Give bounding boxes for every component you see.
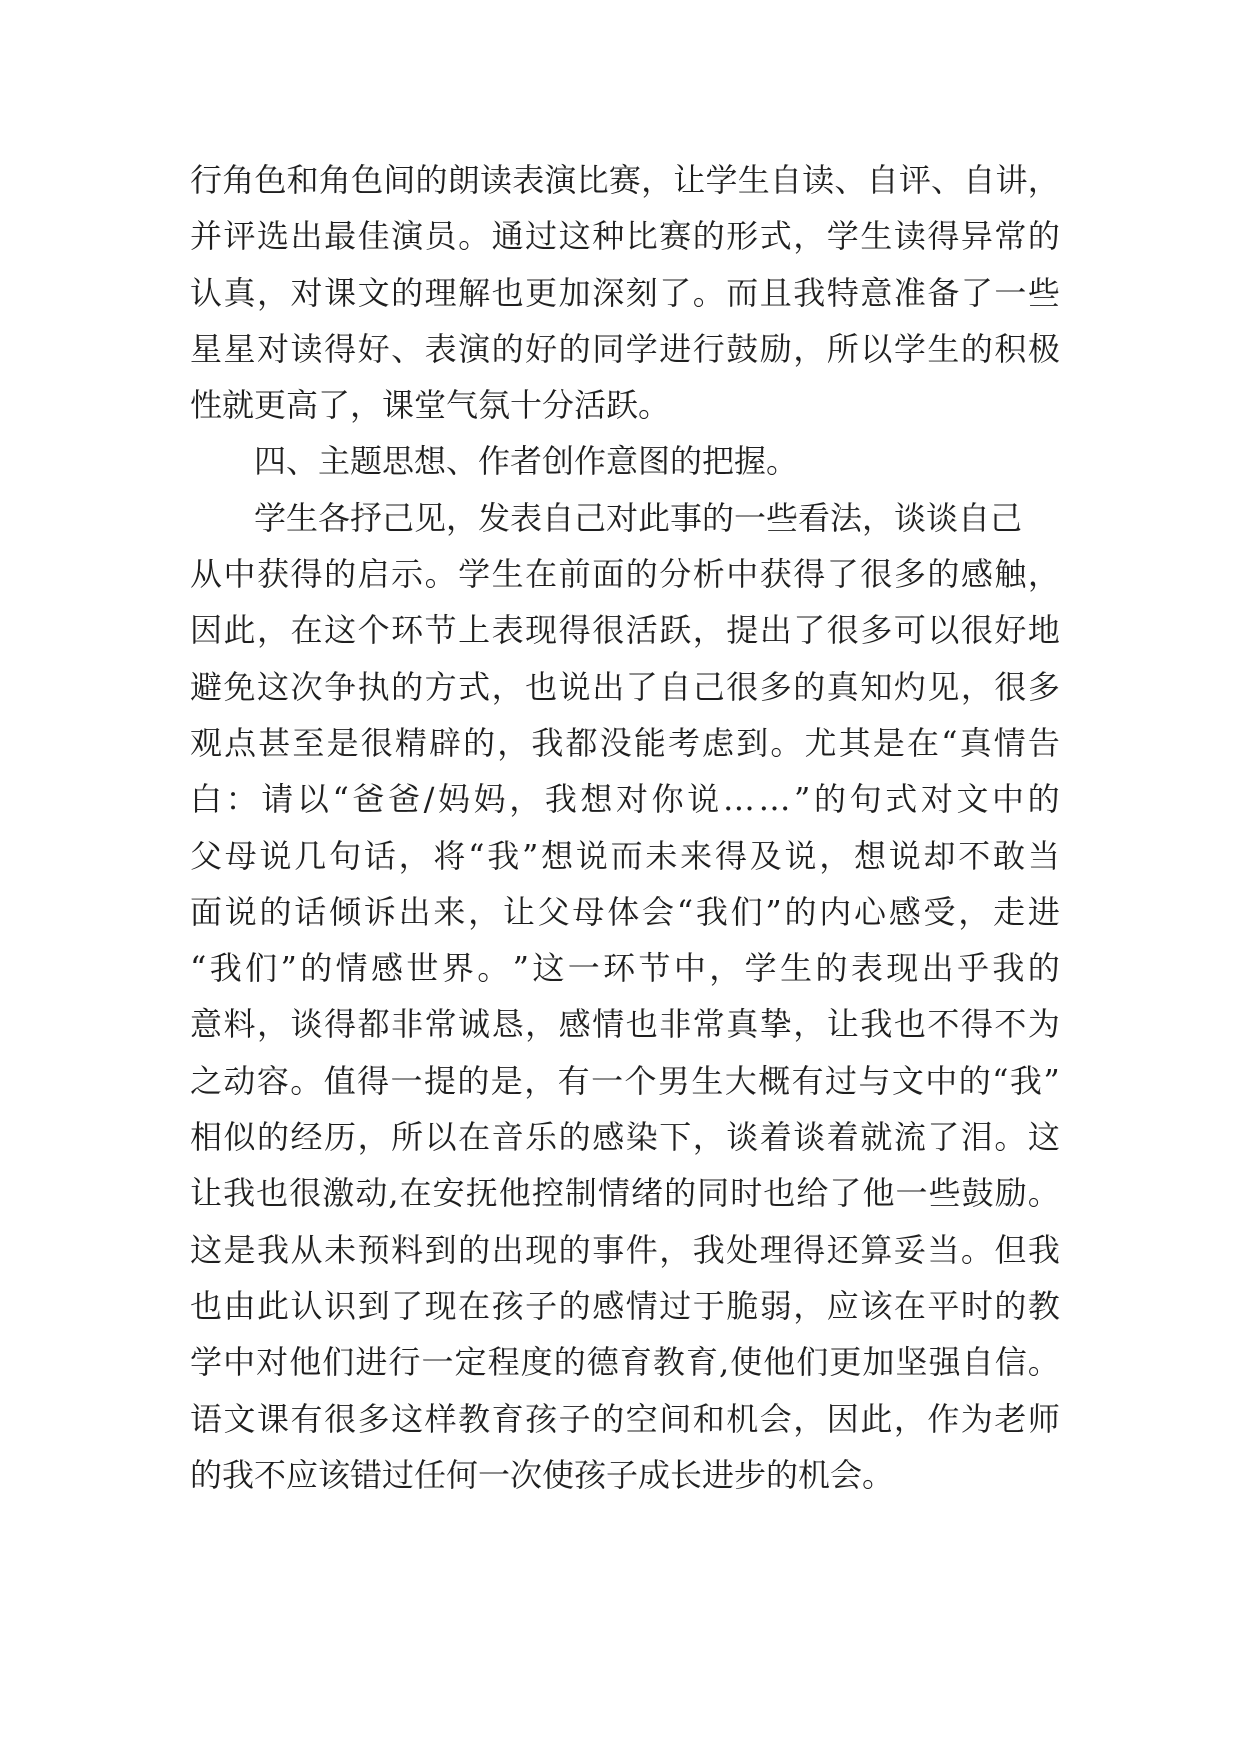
text-line: 意 料 ， 谈 得 都 非 常 诚 恳 ， 感 情 也 非 常 真 挚 ， 让 我 也 不 得 不 为	[190, 1005, 1060, 1044]
text-line: 因 此 ， 在 这 个 环 节 上 表 现 得 很 活 跃 ， 提 出 了 很 多 可 以 很 好 地	[190, 611, 1060, 650]
text-line: 性就更高了，课堂气氛十分活跃。	[190, 386, 671, 425]
text-line: 这 是 我 从 未 预 料 到 的 出 现 的 事 件 ， 我 处 理 得 还 算 妥 当 。 但 我	[190, 1230, 1060, 1269]
body-text	[190, 152, 1060, 1503]
text-line: 让 我 也 很 激 动 , 在 安 抚 他 控 制 情 绪 的 同 时 也 给 了 他 一 些 鼓 励 。	[190, 1174, 1060, 1213]
text-line: “ 我 们 ” 的 情 感 世 界 。 ” 这 一 环 节 中 ， 学 生 的 表 现 出 乎 我 的	[190, 949, 1060, 988]
text-line: 白 ： 请 以 “ 爸 爸 / 妈 妈 ， 我 想 对 你 说 … … ” 的 句 式 对 文 中 的	[190, 780, 1060, 819]
text-line: 学生各抒己见，发表自己对此事的一些看法，谈谈自己	[254, 498, 1023, 537]
text-line: 避 免 这 次 争 执 的 方 式 ， 也 说 出 了 自 己 很 多 的 真 知 灼 见 ， 很 多	[190, 667, 1060, 706]
text-line: 父 母 说 几 句 话 ， 将 “ 我 ” 想 说 而 未 来 得 及 说 ， 想 说 却 不 敢 当	[190, 836, 1060, 875]
text-line: 相 似 的 经 历 ， 所 以 在 音 乐 的 感 染 下 ， 谈 着 谈 着 就 流 了 泪 。 这	[190, 1118, 1060, 1157]
text-line: 认 真 ， 对 课 文 的 理 解 也 更 加 深 刻 了 。 而 且 我 特 意 准 备 了 一 些	[190, 273, 1060, 312]
text-line: 学 中 对 他 们 进 行 一 定 程 度 的 德 育 教 育 , 使 他 们 更 加 坚 强 自 信 。	[190, 1343, 1060, 1382]
text-line: 之 动 容 。 值 得 一 提 的 是 ， 有 一 个 男 生 大 概 有 过 与 文 中 的 “ 我 ”	[190, 1061, 1060, 1100]
text-line: 的我不应该错过任何一次使孩子成长进步的机会。	[190, 1455, 895, 1494]
text-line: 行 角 色 和 角 色 间 的 朗 读 表 演 比 赛 ， 让 学 生 自 读 、 自 评 、 自 讲 ，	[190, 161, 1060, 199]
text-line: 观 点 甚 至 是 很 精 辟 的 ， 我 都 没 能 考 虑 到 。 尤 其 是 在 “ 真 情 告	[190, 723, 1060, 762]
text-line: 星 星 对 读 得 好 、 表 演 的 好 的 同 学 进 行 鼓 励 ， 所 以 学 生 的 积 极	[190, 329, 1060, 368]
text-line: 从 中 获 得 的 启 示 。 学 生 在 前 面 的 分 析 中 获 得 了 很 多 的 感 触 ，	[190, 555, 1060, 594]
text-line: 语 文 课 有 很 多 这 样 教 育 孩 子 的 空 间 和 机 会 ， 因 此 ， 作 为 老 师	[190, 1399, 1060, 1438]
text-line: 并 评 选 出 最 佳 演 员 。 通 过 这 种 比 赛 的 形 式 ， 学 生 读 得 异 常 的	[190, 217, 1060, 256]
text-line: 面 说 的 话 倾 诉 出 来 ， 让 父 母 体 会 “ 我 们 ” 的 内 心 感 受 ， 走 进	[190, 892, 1060, 931]
text-line: 四、主题思想、作者创作意图的把握。	[254, 442, 799, 481]
text-line: 也 由 此 认 识 到 了 现 在 孩 子 的 感 情 过 于 脆 弱 ， 应 该 在 平 时 的 教	[190, 1286, 1060, 1325]
